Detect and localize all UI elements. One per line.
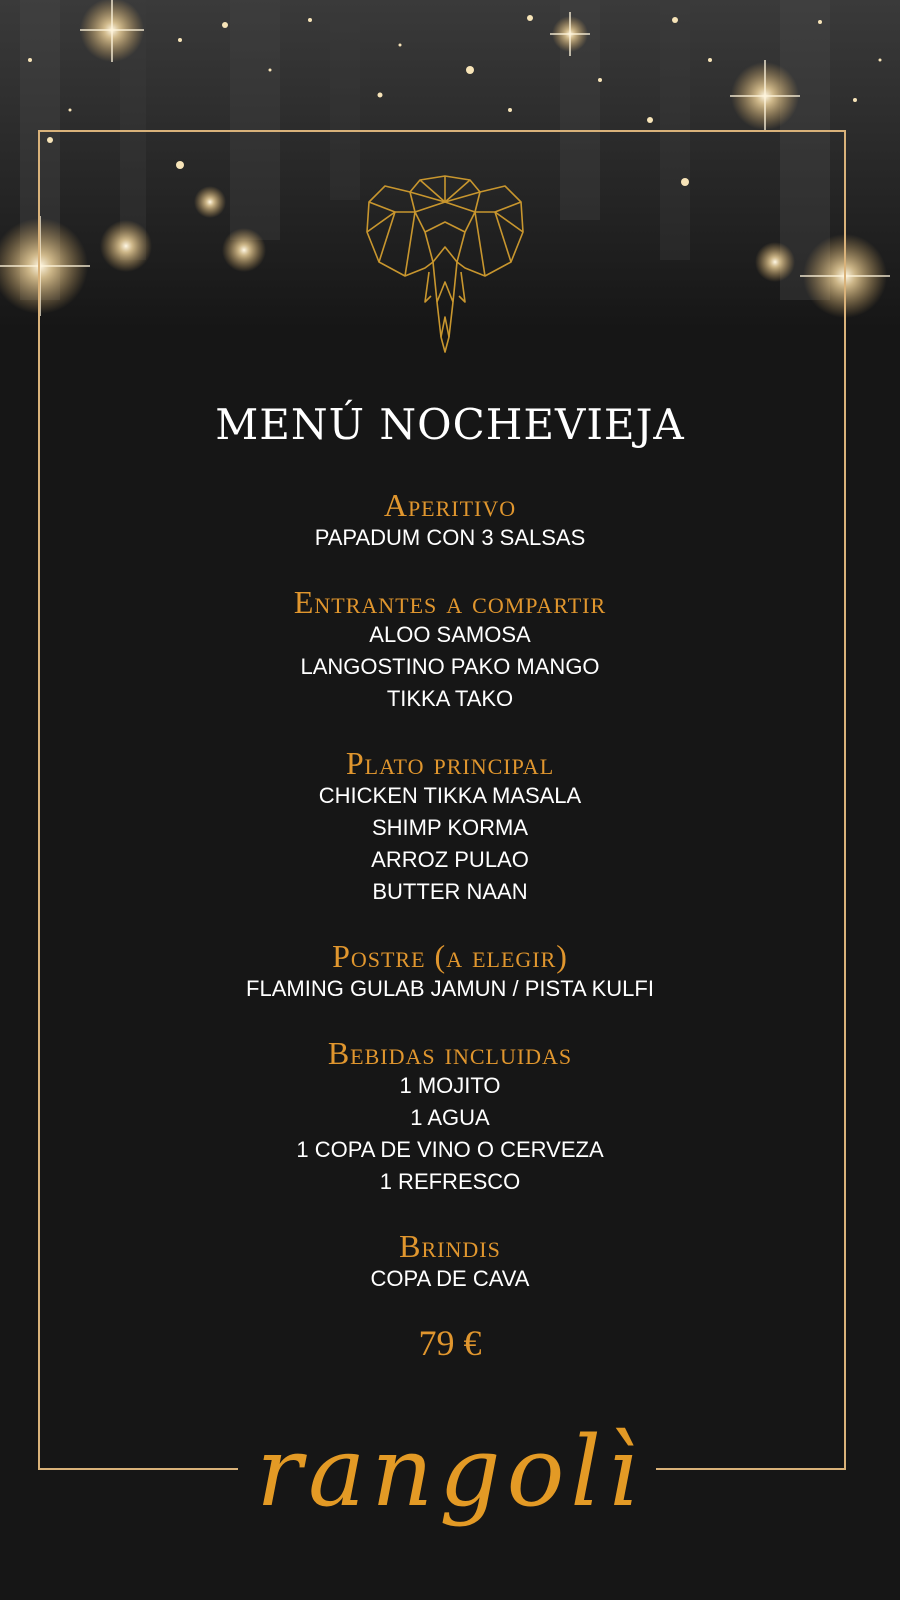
menu-item: 1 COPA DE VINO O CERVEZA [296, 1137, 604, 1162]
menu-item: CHICKEN TIKKA MASALA [318, 783, 582, 808]
menu-item: BUTTER NAAN [372, 879, 528, 904]
menu-section [0, 488, 900, 554]
menu-item: 1 AGUA [410, 1105, 490, 1130]
menu-section [0, 1229, 900, 1295]
elephant-head-icon [365, 172, 525, 362]
menu-item: SHIMP KORMA [371, 815, 529, 840]
menu-sections [0, 488, 900, 1364]
menu-item: 1 REFRESCO [379, 1169, 521, 1194]
menu-item: ARROZ PULAO [371, 847, 529, 872]
brand-logo: rangolì [256, 1416, 644, 1528]
menu-section [0, 746, 900, 908]
menu-item: LANGOSTINO PAKO MANGO [300, 654, 600, 679]
menu-item: PAPADUM CON 3 SALSAS [314, 525, 586, 550]
section-heading: Brindis [399, 1228, 501, 1264]
section-heading: Entrantes a compartir [293, 584, 607, 620]
menu-item: TIKKA TAKO [386, 686, 514, 711]
menu-item: ALOO SAMOSA [369, 622, 531, 647]
menu-section [0, 585, 900, 715]
section-heading: Postre (a elegir) [332, 938, 568, 974]
menu-section [0, 939, 900, 1005]
menu-item: COPA DE CAVA [370, 1266, 530, 1291]
menu-price: 79 € [418, 1323, 482, 1363]
section-heading: Bebidas incluidas [327, 1035, 573, 1071]
menu-item: FLAMING GULAB JAMUN / PISTA KULFI [246, 976, 654, 1001]
menu-item: 1 MOJITO [399, 1073, 501, 1098]
menu-section [0, 1036, 900, 1198]
menu-title: MENÚ NOCHEVIEJA [215, 400, 685, 449]
section-heading: Aperitivo [383, 487, 517, 523]
section-heading: Plato principal [345, 745, 555, 781]
